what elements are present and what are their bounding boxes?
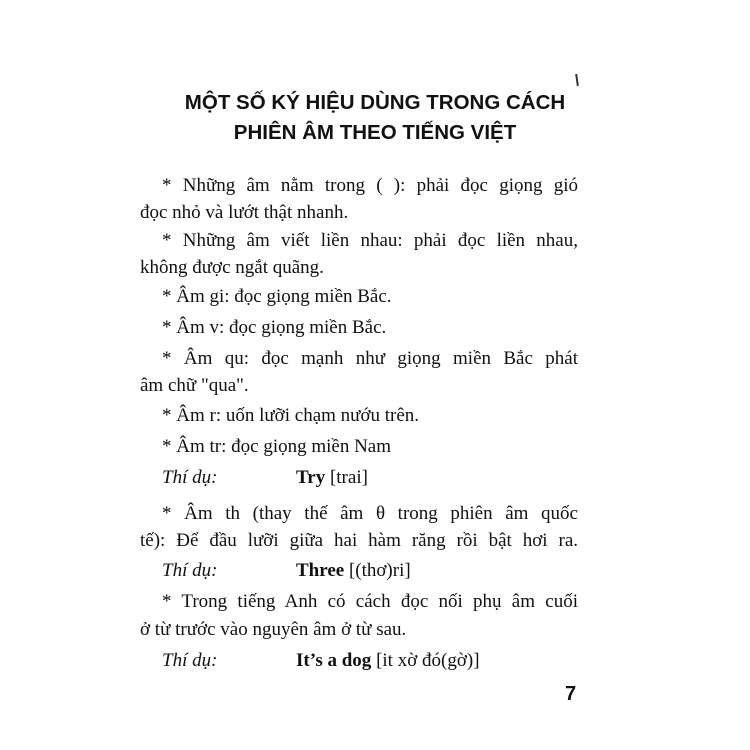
paragraph-1-line-2: đọc nhỏ và lướt thật nhanh.	[140, 202, 349, 223]
paragraph-1-line-1: * Những âm nằm trong ( ): phải đọc giọng gió	[162, 175, 578, 196]
paragraph-6: * Âm r: uốn lưỡi chạm nướu trên.	[162, 405, 420, 426]
page-title-line-2: PHIÊN ÂM THEO TIẾNG VIỆT	[233, 121, 517, 144]
paragraph-7: * Âm tr: đọc giọng miền Nam	[162, 436, 392, 457]
example-pronunciation: [it xờ đó(gờ)]	[376, 650, 480, 671]
example-label: Thí dụ:	[162, 467, 218, 488]
paragraph-5-line-1: * Âm qu: đọc mạnh như giọng miền Bắc phát	[162, 348, 578, 369]
page-number: 7	[565, 683, 577, 705]
example-pronunciation: [(thơ)ri]	[348, 560, 411, 581]
paragraph-8-line-1: * Âm th (thay thế âm θ trong phiên âm quốc	[162, 503, 578, 524]
example-word: Try	[296, 467, 326, 488]
paragraph-4: * Âm v: đọc giọng miền Bắc.	[162, 317, 387, 338]
example-word: It’s a dog	[296, 650, 372, 671]
example-label: Thí dụ:	[162, 650, 218, 671]
example-word: Three	[296, 560, 345, 581]
example-2	[162, 559, 411, 583]
paragraph-9-line-2: ở từ trước vào nguyên âm ở từ sau.	[140, 619, 407, 640]
paragraph-3: * Âm gi: đọc giọng miền Bắc.	[162, 286, 392, 307]
paragraph-9-line-1: * Trong tiếng Anh có cách đọc nối phụ âm cuối	[162, 591, 578, 612]
paragraph-2-line-1: * Những âm viết liền nhau: phải đọc liền nhau,	[162, 230, 578, 251]
paragraph-5-line-2: âm chữ "qua".	[140, 375, 249, 396]
scan-mark	[575, 74, 578, 86]
example-3	[162, 649, 480, 673]
paragraph-2-line-2: không được ngắt quãng.	[140, 257, 324, 278]
page-title-line-1: MỘT SỐ KÝ HIỆU DÙNG TRONG CÁCH	[184, 91, 566, 114]
example-1	[162, 466, 368, 490]
example-pronunciation: [trai]	[329, 467, 368, 488]
example-label: Thí dụ:	[162, 560, 218, 581]
paragraph-8-line-2: tế): Để đầu lưỡi giữa hai hàm răng rồi bật hơi ra.	[140, 530, 578, 551]
